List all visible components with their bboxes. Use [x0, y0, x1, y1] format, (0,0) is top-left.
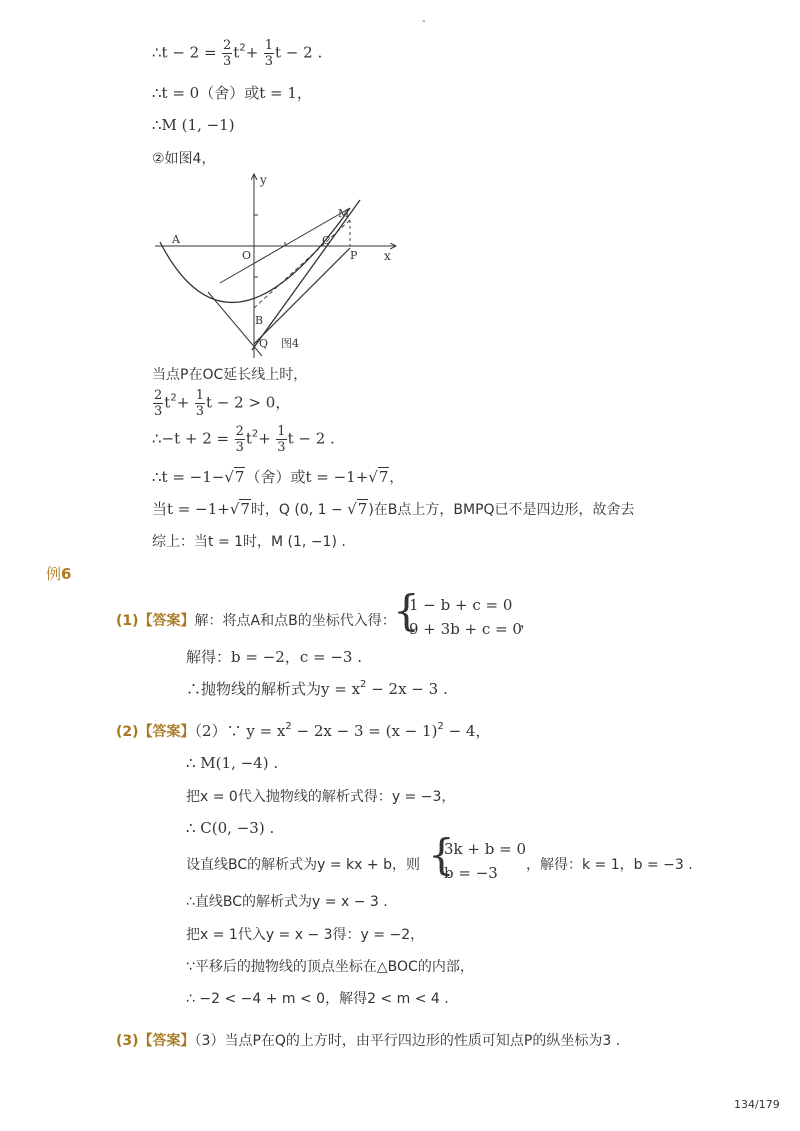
fraction [276, 424, 286, 455]
sqrt-sign: √ [224, 468, 234, 486]
fraction [222, 38, 232, 69]
part-3-line [116, 1030, 620, 1050]
solution-line: 当点P在OC延长线上时， [152, 367, 308, 383]
equation-line [152, 424, 335, 455]
conclusion-line: 综上：当t = 1时，M (1, −1) . [152, 534, 346, 550]
system-row: 9 + 3b + c = 0 [409, 620, 522, 638]
equation-part: ∴抛物线的解析式为y = x [186, 680, 361, 698]
answer-text: 解：将点A和点B的坐标代入得： [194, 613, 396, 629]
fraction [195, 388, 205, 419]
parabola [160, 208, 350, 302]
solution-line: ∴ M(1, −4) . [186, 754, 279, 772]
solution-line: ∴直线BC的解析式为y = x − 3 . [186, 894, 388, 910]
equation-part: （2）∵ y = x [194, 722, 286, 740]
sqrt-radicand: 7 [234, 468, 245, 486]
solution-line: ∴t = 0（舍）或t = 1， [152, 84, 312, 102]
example-prefix: 例 [46, 565, 62, 583]
answer-tag: (1)【答案】 [116, 613, 195, 629]
fraction [153, 388, 163, 419]
equation-line [152, 388, 290, 419]
fraction [264, 38, 274, 69]
sqrt-radicand: 7 [357, 500, 368, 518]
equation-part: ， [520, 615, 534, 631]
equation-part: t − 2 . [275, 43, 323, 62]
equation-part: − 2x − 3 . [366, 680, 448, 698]
equation-part: t [233, 43, 240, 62]
superscript: 2 [239, 42, 246, 54]
example-number: 6 [61, 565, 72, 583]
system-row: 3k + b = 0 [444, 840, 526, 858]
fraction [235, 424, 245, 455]
equation-part: + [245, 43, 259, 62]
fraction-num: 1 [264, 38, 274, 53]
example-title [46, 563, 71, 584]
y-axis-label: y [260, 173, 267, 187]
solution-line: ∵平移后的抛物线的顶点坐标在△BOC的内部， [186, 959, 474, 975]
equation-part: − 2x − 3 = (x − 1) [291, 722, 438, 740]
equation-part: t − 2 > 0， [206, 393, 291, 412]
equation-system [393, 586, 533, 644]
equation-part: t [164, 393, 171, 412]
answer-tag: (3)【答案】 [116, 1033, 195, 1049]
figure-caption: 图4 [281, 337, 299, 350]
answer-tag: (2)【答案】 [116, 724, 195, 740]
superscript: 2 [251, 428, 259, 440]
point-label-o: O [242, 249, 252, 262]
header-mark: - [422, 16, 426, 27]
part-2-line [116, 720, 490, 741]
equation-part: ， [389, 470, 404, 486]
point-label-c: C [322, 234, 331, 247]
system-brace: { [428, 830, 455, 879]
solution-line [152, 498, 635, 519]
fraction-den: 3 [195, 404, 204, 419]
equation-part: 当t = −1+ [152, 500, 230, 518]
solution-line: ∴ −2 < −4 + m < 0，解得2 < m < 4 . [186, 991, 449, 1007]
solution-line: 把x = 0代入抛物线的解析式得：y = −3， [186, 789, 456, 805]
solution-line: ，解得：k = 1，b = −3 . [526, 857, 693, 873]
point-label-m: M [338, 207, 350, 220]
figure-4 [150, 168, 410, 360]
point-label-q: Q [259, 337, 269, 350]
equation-part: − 4， [443, 722, 491, 740]
fraction-num: 1 [277, 424, 286, 439]
sqrt-sign: √ [229, 500, 240, 518]
fraction-den: 3 [264, 54, 274, 69]
figure-reference: ②如图4， [152, 151, 216, 167]
equation-part: （舍）或t = −1+ [245, 468, 369, 486]
equation-part: ∴−t + 2 = [152, 429, 230, 448]
sqrt-radicand: 7 [378, 468, 389, 486]
superscript: 2 [285, 721, 292, 732]
solution-line: ∴M (1, −1) [152, 116, 235, 134]
solution-line: 设直线BC的解析式为y = kx + b，则 [186, 857, 420, 873]
solution-line: 把x = 1代入y = x − 3得：y = −2， [186, 927, 425, 943]
equation-part: )在B点上方，BMPQ已不是四边形，故舍去 [368, 502, 635, 518]
equation-part: t [245, 429, 252, 448]
fraction-den: 3 [223, 54, 232, 69]
fraction-den: 3 [277, 440, 286, 455]
system-row: b = −3 [444, 864, 498, 882]
part-1-line [116, 610, 396, 630]
equation-part: 时，Q (0, 1 − [250, 502, 348, 518]
point-label-p: P [350, 249, 358, 262]
fraction-num: 2 [235, 424, 244, 439]
solution-line [186, 678, 448, 699]
equation-part: + [176, 393, 190, 412]
equation-part: ∴t − 2 = [152, 43, 217, 62]
fraction-num: 1 [195, 388, 204, 403]
superscript: 2 [170, 392, 177, 404]
point-label-a: A [172, 233, 180, 246]
line-qp [254, 248, 350, 344]
fraction-num: 2 [154, 388, 163, 403]
system-brace: { [393, 586, 420, 635]
fraction-den: 3 [235, 440, 244, 455]
superscript: 2 [437, 721, 444, 732]
sqrt-sign: √ [347, 500, 357, 518]
sqrt-sign: √ [368, 468, 378, 486]
solution-line: 解得：b = −2，c = −3 . [186, 648, 362, 666]
line-qm [252, 200, 360, 350]
equation-part: + [258, 429, 271, 448]
system-row: 1 − b + c = 0 [409, 596, 513, 614]
answer-text: （3）当点P在Q的上方时，由平行四边形的性质可知点P的纵坐标为3 . [194, 1033, 621, 1049]
solution-line [152, 466, 403, 487]
superscript: 2 [360, 679, 367, 690]
equation-line [152, 38, 322, 69]
page-number: 134/179 [734, 1098, 780, 1111]
point-label-b: B [255, 314, 264, 327]
equation-system [428, 830, 528, 888]
equation-part: t − 2 . [287, 429, 335, 448]
fraction-num: 2 [223, 38, 232, 53]
equation-part: ∴t = −1− [152, 468, 225, 486]
solution-line: ∴ C(0, −3) . [186, 819, 275, 837]
sqrt-radicand: 7 [240, 500, 250, 518]
fraction-den: 3 [154, 404, 163, 419]
x-axis-label: x [384, 249, 391, 263]
